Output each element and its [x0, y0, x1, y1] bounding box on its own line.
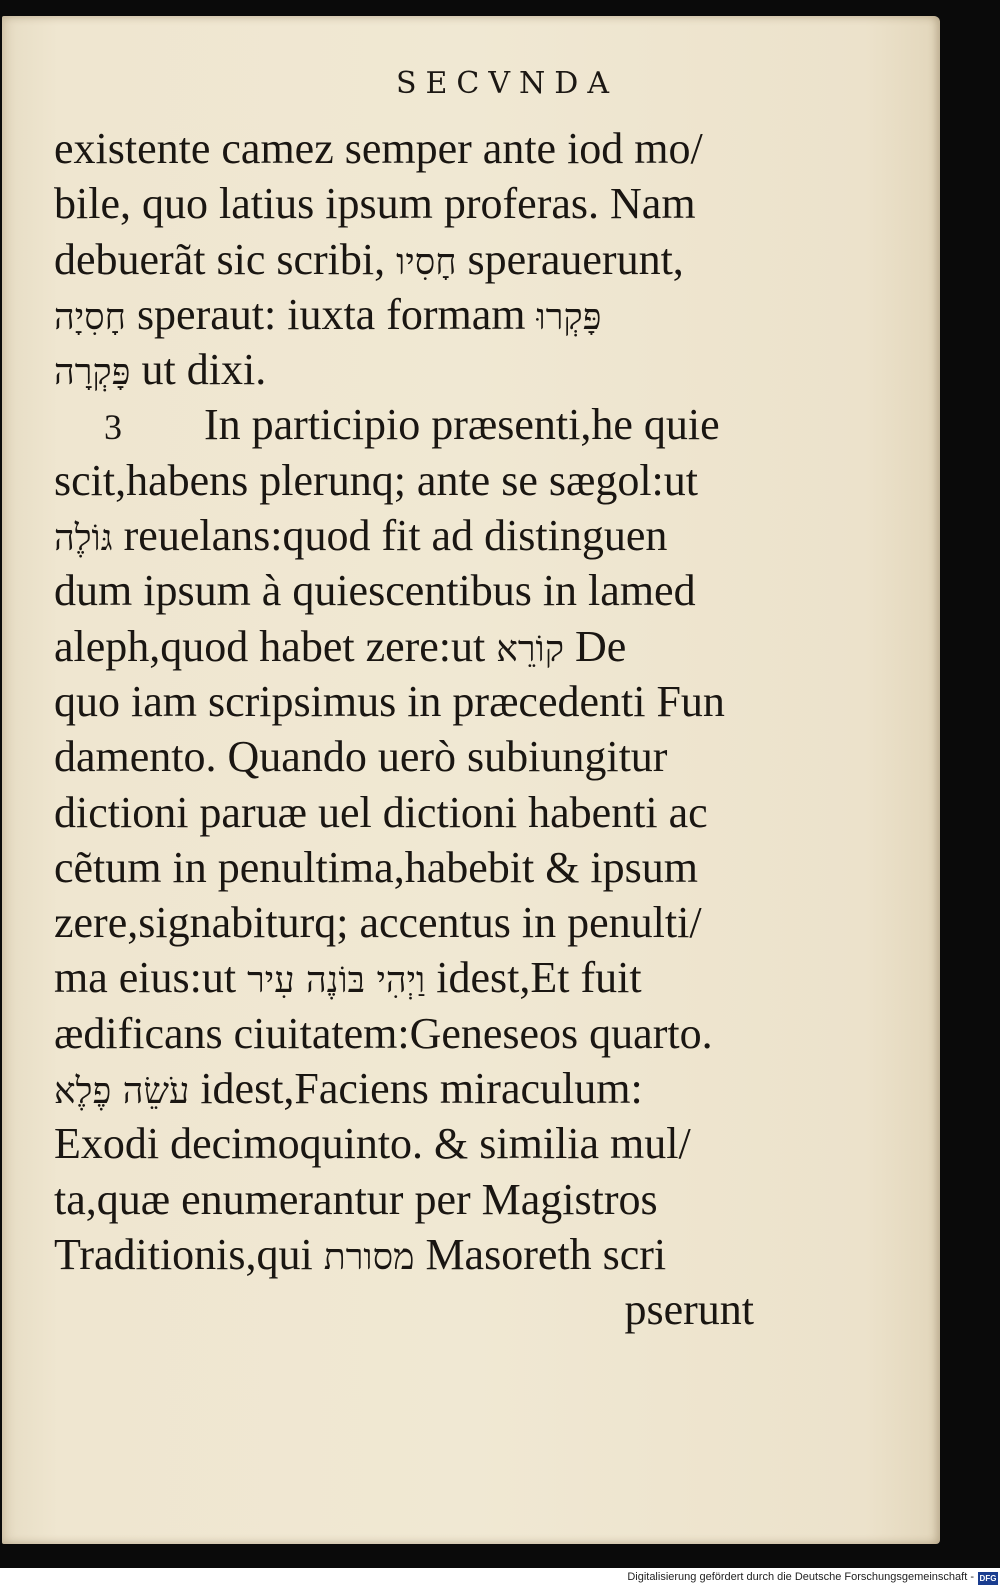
hebrew-word: פָּקְרוּ: [536, 296, 602, 338]
text-fragment: idest,Et fuit: [436, 953, 642, 1003]
text-line: [54, 1227, 754, 1282]
text-fragment: De: [575, 621, 627, 671]
text-line: [54, 397, 754, 452]
text-line: damento. Quando uerò subiungitur: [54, 732, 668, 782]
hebrew-word: חָסִיו: [396, 241, 457, 283]
text-fragment: aleph,quod habet zere:ut: [54, 621, 486, 671]
text-line: Exodi decimoquinto. & similia mul/: [54, 1119, 691, 1169]
hebrew-phrase: עֹשֵׂה פֶלֶא: [54, 1071, 190, 1113]
body-text: [54, 121, 754, 1338]
text-fragment: In participio præsenti,he quie: [204, 400, 720, 450]
text-fragment: sperauerunt,: [467, 234, 684, 284]
text-fragment: Masoreth scri: [425, 1229, 667, 1279]
text-line: [54, 950, 754, 1005]
text-line: [54, 232, 754, 287]
text-line: [54, 619, 754, 674]
digitization-footer: [0, 1568, 1000, 1591]
text-fragment: speraut: iuxta formam: [136, 289, 526, 339]
section-number: 3: [104, 407, 122, 448]
dfg-logo-icon: DFG: [979, 1574, 997, 1583]
text-fragment: ut dixi.: [141, 345, 267, 395]
text-line: [54, 1061, 754, 1116]
text-line: quo iam scripsimus in præcedenti Fun: [54, 676, 725, 726]
hebrew-word: מסורת: [323, 1236, 415, 1278]
text-line: cẽtum in penultima,habebit & ipsum: [54, 842, 698, 892]
text-line: [54, 508, 754, 563]
footer-credit: Digitalisierung gefördert durch die Deutsche Forschungsgemeinschaft -: [627, 1571, 974, 1583]
text-line: ta,quæ enumerantur per Magistros: [54, 1174, 658, 1224]
hebrew-word: קוֹרֵא: [496, 628, 565, 670]
text-fragment: debuerãt sic scribi,: [54, 234, 386, 284]
text-line: [54, 342, 754, 397]
text-fragment: Traditionis,qui: [54, 1229, 313, 1279]
text-line: [54, 287, 754, 342]
hebrew-word: פָּקְרָה: [54, 352, 131, 394]
hebrew-phrase: וַיְהִי בּוֹנֶה עִיר: [247, 960, 426, 1002]
text-line: scit,habens plerunq; ante se sægol:ut: [54, 455, 698, 505]
book-page: [2, 16, 940, 1544]
hebrew-word: גּוֹלֶה: [54, 518, 113, 560]
text-line: bile, quo latius ipsum proferas. Nam: [54, 179, 696, 229]
text-line: zere,signabiturq; accentus in penulti/: [54, 898, 702, 948]
text-line: dum ipsum à quiescentibus in lamed: [54, 566, 696, 616]
text-fragment: ma eius:ut: [54, 953, 237, 1003]
hebrew-word: חָסִיָה: [54, 296, 126, 338]
catchword: pserunt: [624, 1285, 754, 1335]
text-fragment: reuelans:quod fit ad distinguen: [123, 511, 668, 561]
text-line: ædificans ciuitatem:Geneseos quarto.: [54, 1008, 713, 1058]
text-fragment: idest,Faciens miraculum:: [200, 1064, 643, 1114]
running-head: SECVNDA: [395, 66, 619, 101]
text-line: existente camez semper ante iod mo/: [54, 124, 703, 173]
text-line: dictioni paruæ uel dictioni habenti ac: [54, 787, 708, 837]
